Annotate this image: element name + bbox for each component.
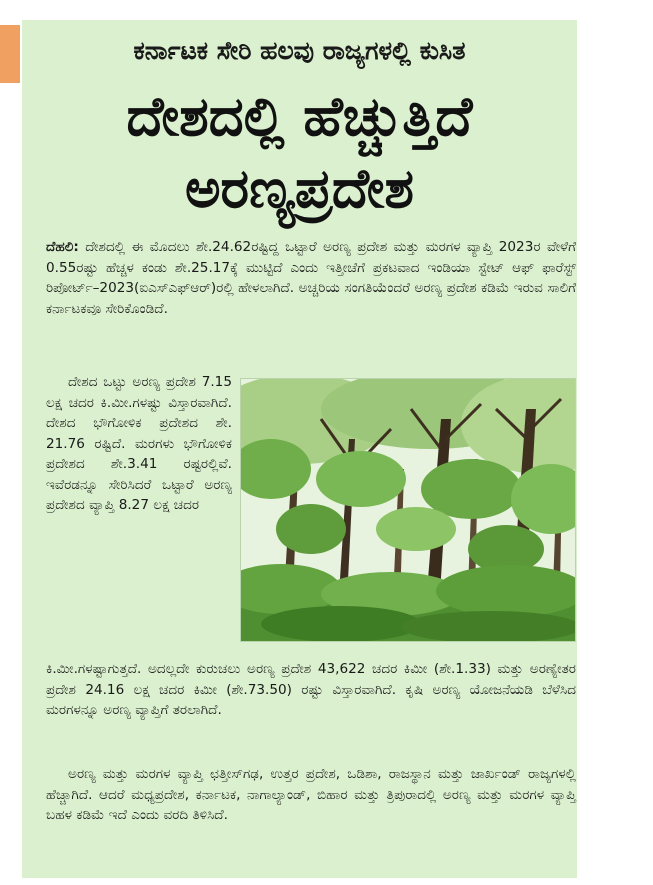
forest-photo	[240, 378, 576, 642]
article-paragraph-3: ಅರಣ್ಯ ಮತ್ತು ಮರಗಳ ವ್ಯಾಪ್ತಿ ಛತ್ತೀಸ್‌ಗಢ, ಉತ್ತರ ಪ್ರದೇಶ, ಒಡಿಶಾ, ರಾಜಸ್ಥಾನ ಮತ್ತು ಜಾರ್ಖಂಡ್ ರಾಜ್ಯಗಳಲ್ಲಿ ಹೆಚ್ಚಾಗಿದೆ. ಆದರೆ ಮಧ್ಯಪ್ರದೇಶ, ಕರ್ನಾಟಕ, ನಾಗಾಲ್ಯಾಂಡ್, ಬಿಹಾರ ಮತ್ತು ತ್ರಿಪುರಾದಲ್ಲಿ ಅರಣ್ಯ ಮತ್ತು ಮರಗಳ ವ್ಯಾಪ್ತಿ ಬಹಳ ಕಡಿಮೆ ಇದೆ ಎಂದು ವರದಿ ತಿಳಿಸಿದೆ.	[46, 766, 576, 823]
dateline: ದೆಹಲಿ:	[46, 239, 79, 255]
kicker-headline: ಕರ್ನಾಟಕ ಸೇರಿ ಹಲವು ರಾಜ್ಯಗಳಲ್ಲಿ ಕುಸಿತ	[133, 36, 466, 65]
article-paragraph-1	[46, 237, 576, 319]
forest-photo-image	[241, 379, 575, 641]
article-paragraph-2-continued: ಕಿ.ಮೀ.ಗಳಷ್ಟಾಗುತ್ತದೆ. ಅದಲ್ಲದೇ ಕುರುಚಲು ಅರಣ್ಯ ಪ್ರದೇಶ 43,622 ಚದರ ಕಿಮೀ (ಶೇ.1.33) ಮತ್ತು ಅರಣ್ಯೇತರ ಪ್ರದೇಶ 24.16 ಲಕ್ಷ ಚದರ ಕಿಮೀ (ಶೇ.73.50) ರಷ್ಟು ವಿಸ್ತಾರವಾಗಿದೆ. ಕೃಷಿ ಅರಣ್ಯ ಯೋಜನೆಯಡಿ ಬೆಳೆಸಿದ ಮರಗಳನ್ನೂ ಅರಣ್ಯ ವ್ಯಾಪ್ತಿಗೆ ತರಲಾಗಿದೆ.	[46, 661, 576, 718]
headline-line-1: ದೇಶದಲ್ಲಿ ಹೆಚ್ಚುತ್ತಿದೆ	[126, 85, 473, 148]
paragraph-1-text: ದೇಶದಲ್ಲಿ ಈ ಮೊದಲು ಶೇ.24.62ರಷ್ಟಿದ್ದ ಒಟ್ಟಾರೆ ಅರಣ್ಯ ಪ್ರದೇಶ ಮತ್ತು ಮರಗಳ ವ್ಯಾಪ್ತಿ 2023ರ ವೇಳೆಗೆ 0.55ರಷ್ಟು ಹೆಚ್ಚಳ ಕಂಡು ಶೇ.25.17ಕ್ಕೆ ಮುಟ್ಟಿದೆ ಎಂದು ಇತ್ತೀಚೆಗೆ ಪ್ರಕಟವಾದ ಇಂಡಿಯಾ ಸ್ಟೇಟ್ ಆಫ್ ಫಾರೆಸ್ಟ್ ರಿಪೋರ್ಟ್‌–2023(ಐಎಸ್‌ಎಫ್‌ಆರ್)ರಲ್ಲಿ ಹೇಳಲಾಗಿದೆ. ಅಚ್ಚರಿಯ ಸಂಗತಿಯೆಂದರೆ ಅರಣ್ಯ ಪ್ರದೇಶ ಕಡಿಮೆ ಇರುವ ಸಾಲಿಗೆ ಕರ್ನಾಟಕವೂ ಸೇರಿಕೊಂಡಿದೆ.	[46, 239, 576, 317]
article-paragraph-2-column: ದೇಶದ ಒಟ್ಟು ಅರಣ್ಯ ಪ್ರದೇಶ 7.15 ಲಕ್ಷ ಚದರ ಕಿ.ಮೀ.ಗಳಷ್ಟು ವಿಸ್ತಾರವಾಗಿದೆ. ದೇಶದ ಭೌಗೋಳಿಕ ಪ್ರದೇಶದ ಶೇ. 21.76 ರಷ್ಟಿದೆ. ಮರಗಳು ಭೌಗೋಳಿಕ ಪ್ರದೇಶದ ಶೇ.3.41 ರಷ್ಟರಲ್ಲಿವೆ. ಇವೆರಡನ್ನೂ ಸೇರಿಸಿದರೆ ಒಟ್ಟಾರೆ ಅರಣ್ಯ ಪ್ರದೇಶದ ವ್ಯಾಪ್ತಿ 8.27 ಲಕ್ಷ ಚದರ	[46, 374, 232, 513]
accent-tab	[0, 25, 20, 83]
headline-line-2: ಅರಣ್ಯಪ್ರದೇಶ	[184, 157, 415, 220]
article-panel	[22, 20, 577, 878]
